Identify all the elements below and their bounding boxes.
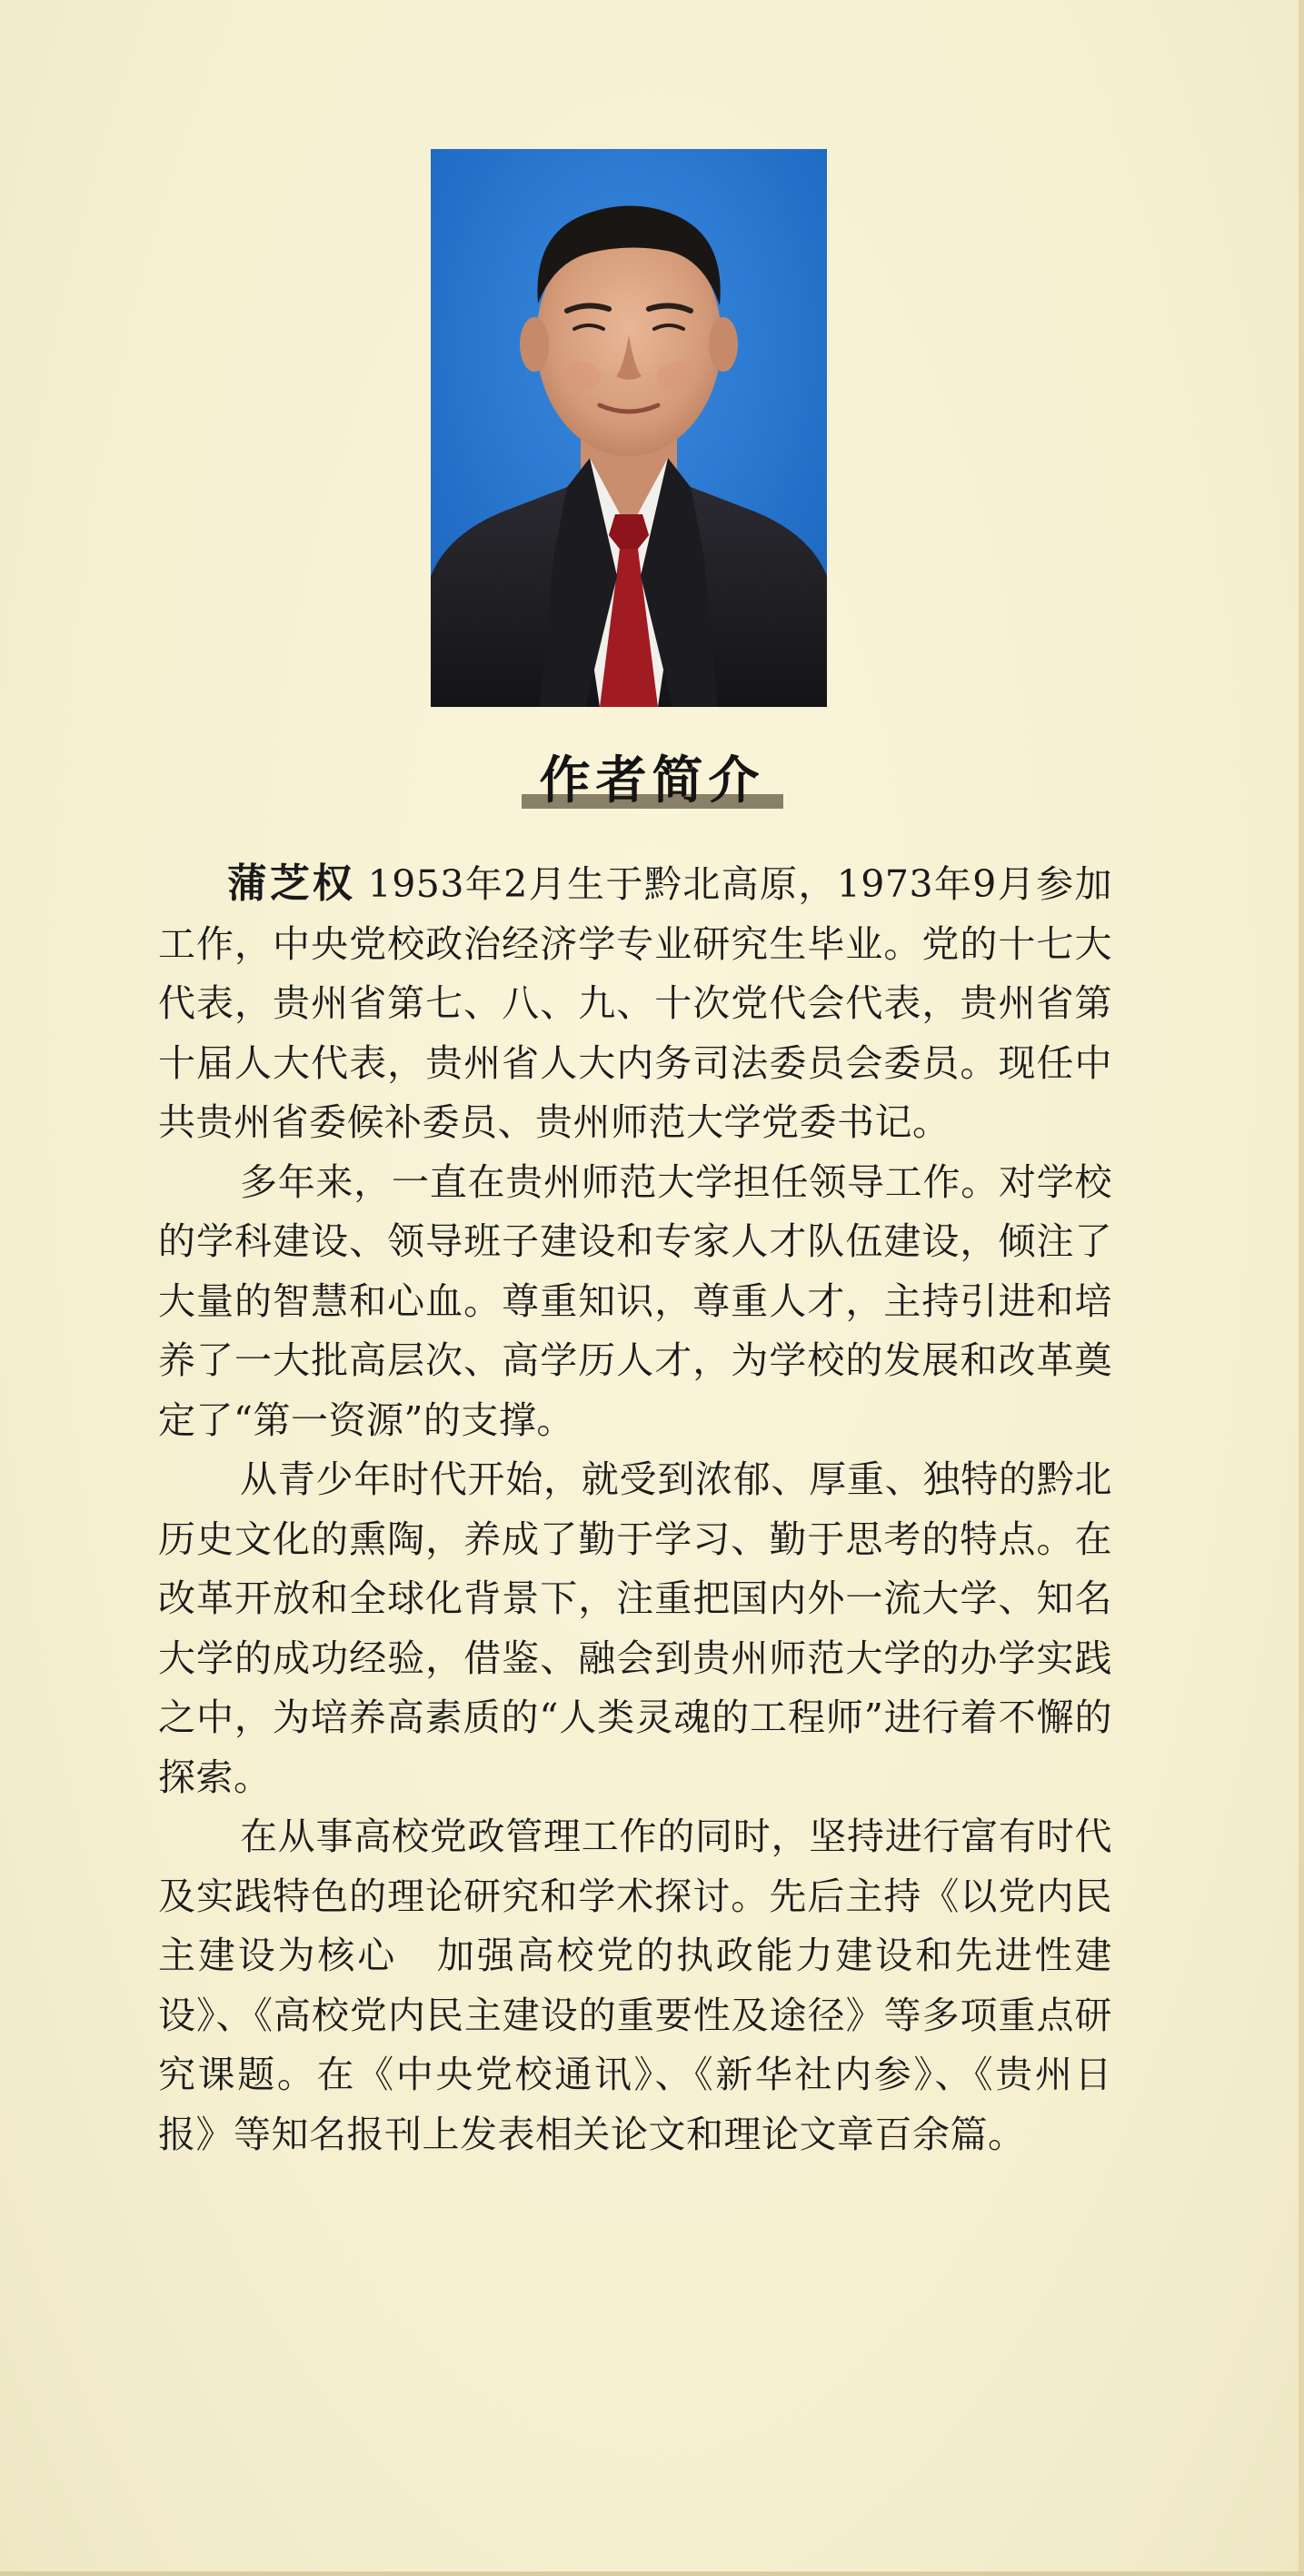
author-bio	[158, 854, 1112, 2164]
bio-paragraph-4: 在从事高校党政管理工作的同时，坚持进行富有时代及实践特色的理论研究和学术探讨。先后主持《以党内民主建设为核心 加强高校党的执政能力建设和先进性建设》、《高校党内民主建设的重要性及途径》等多项重点研究课题。在《中央党校通讯》、《新华社内参》、《贵州日报》等知名报刊上发表相关论文和理论文章百余篇。	[158, 1815, 1112, 2156]
bio-paragraph-2: 多年来，一直在贵州师范大学担任领导工作。对学校的学科建设、领导班子建设和专家人才队伍建设，倾注了大量的智慧和心血。尊重知识，尊重人才，主持引进和培养了一大批高层次、高学历人才，为学校的发展和改革奠定了“第一资源”的支撑。	[158, 1159, 1112, 1442]
bio-paragraph-1-text: 1953年2月生于黔北高原，1973年9月参加工作，中央党校政治经济学专业研究生毕业。党的十七大代表，贵州省第七、八、九、十次党代会代表，贵州省第十届人大代表，贵州省人大内务司法委员会委员。现任中共贵州省委候补委员、贵州师范大学党委书记。	[158, 862, 1113, 1144]
bio-paragraph-3: 从青少年时代开始，就受到浓郁、厚重、独特的黔北历史文化的熏陶，养成了勤于学习、勤于思考的特点。在改革开放和全球化背景下，注重把国内外一流大学、知名大学的成功经验，借鉴、融会到贵州师范大学的办学实践之中，为培养高素质的“人类灵魂的工程师”进行着不懈的探索。	[158, 1457, 1112, 1799]
page-edge-bottom	[0, 2571, 1304, 2576]
section-heading	[0, 751, 1304, 812]
page-edge-right	[1299, 0, 1304, 2576]
portrait-illustration	[431, 149, 827, 707]
author-portrait-photo	[431, 149, 827, 707]
bio-paragraph-1	[158, 854, 1112, 1153]
heading-title: 作者简介	[539, 751, 765, 811]
author-name: 蒲芝权	[227, 860, 355, 907]
heading-wrapper	[527, 751, 778, 812]
